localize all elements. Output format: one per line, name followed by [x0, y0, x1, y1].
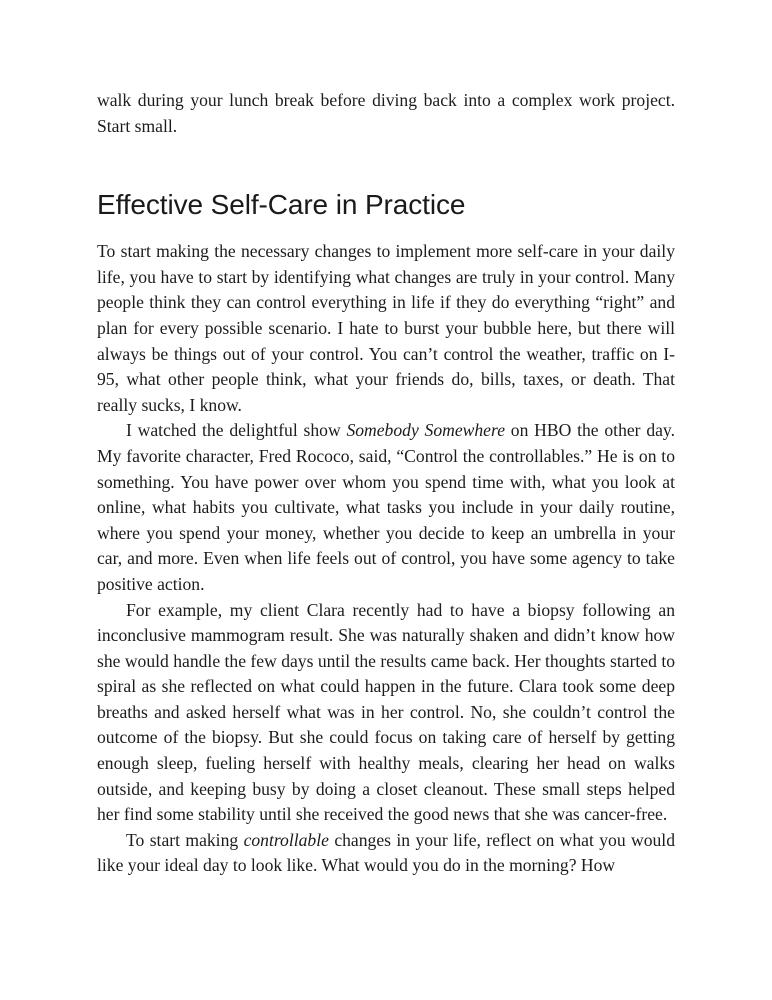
paragraph-4-lead-text: To start making: [126, 829, 244, 850]
body-paragraph-2: [97, 418, 675, 597]
section-heading: Effective Self-Care in Practice: [97, 189, 466, 221]
body-paragraph-1: To start making the necessary changes to implement more self-care in your daily life, you have to start by identifying what changes are truly in your control. Many people think they can control everything in life if they do everything “right” and plan for every possible scenario. I hate to burst your bubble here, but there will always be things out of your control. You can’t control the weather, traffic on I-95, what other people think, what your friends do, bills, taxes, or death. That really sucks, I know.: [97, 241, 675, 415]
controllable-italic: controllable: [243, 829, 329, 850]
show-title-italic: Somebody Somewhere: [346, 420, 505, 441]
body-paragraph-4: [97, 828, 675, 879]
paragraph-2-rest-text: on HBO the other day. My favorite character, Fred Rococo, said, “Control the controllables.” He is on to something. You have power over whom you spend time with, what you look at online, what habits you cultivate, what tasks you include in your daily routine, where you spend your money, whether you decide to keep an umbrella in your car, and more. Even when life feels out of control, you have some agency to take positive action.: [97, 420, 675, 594]
body-paragraph-3: For example, my client Clara recently had to have a biopsy following an inconclusive mammogram result. She was naturally shaken and didn’t know how she would handle the few days until the results came back. Her thoughts started to spiral as she reflected on what could happen in the future. Clara took some deep breaths and asked herself what was in her control. No, she couldn’t control the outcome of the biopsy. But she could focus on taking care of herself by getting enough sleep, fueling herself with healthy meals, clearing her head on walks outside, and keeping busy by doing a closet cleanout. These small steps helped her find some stability until she received the good news that she was cancer-free.: [97, 599, 675, 825]
intro-paragraph: walk during your lunch break before diving back into a complex work project. Start small.: [97, 90, 675, 136]
paragraph-4-rest-text: changes in your life, reflect on what you would like your ideal day to look like. What would you do in the morning? How: [97, 829, 675, 876]
paragraph-2-lead-text: I watched the delightful show: [126, 420, 347, 441]
page-content: [97, 88, 675, 879]
